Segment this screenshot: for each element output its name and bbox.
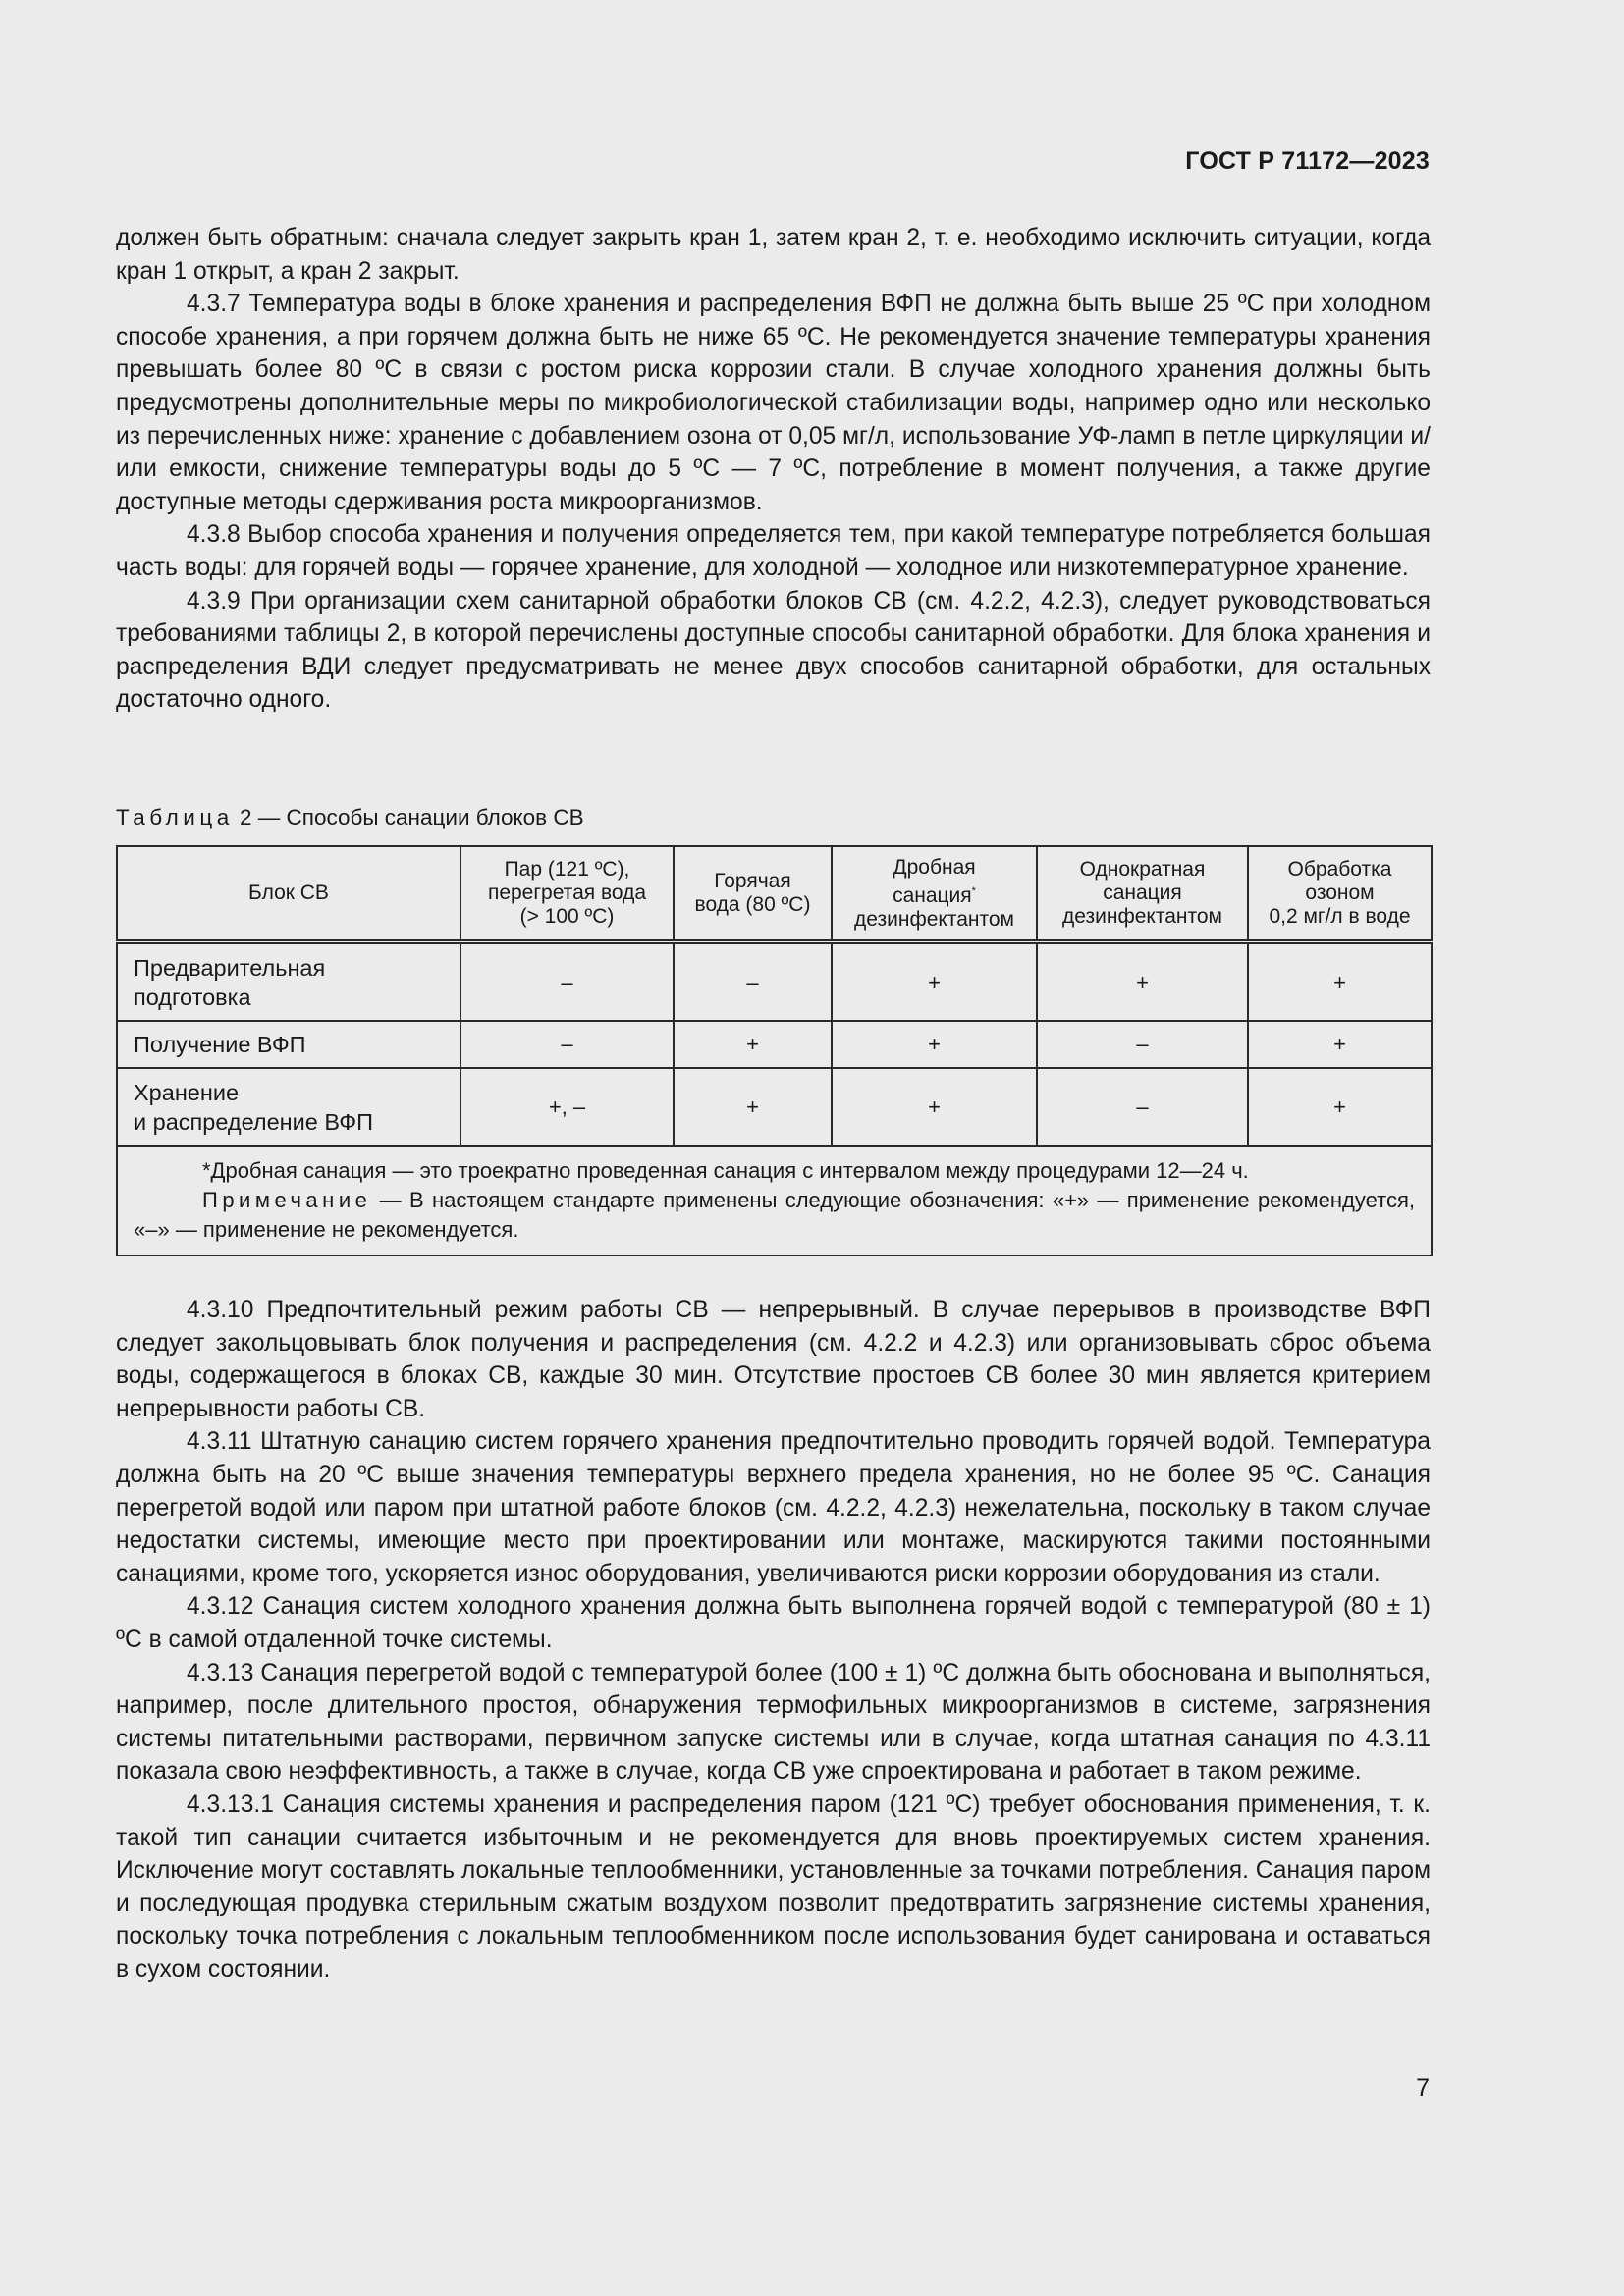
table-row — [117, 1021, 1432, 1068]
page-number: 7 — [1416, 2074, 1430, 2102]
table-caption — [116, 805, 584, 830]
paragraph: 4.3.9 При организации схем санитарной обработки блоков СВ (см. 4.2.2, 4.2.3), следует руководствоваться требованиями таблицы 2, в которой перечислены доступные способы санитарной обработки. Для блока хранения и распределения ВДИ следует предусматривать не менее двух способов санитарной обработки, для остальных достаточно одного. — [116, 587, 1431, 714]
paragraph: 4.3.8 Выбор способа хранения и получения определяется тем, при какой температуре потребляется большая часть воды: для горячей воды — горячее хранение, для холодной — холодное или низкотемпературное хранение. — [116, 521, 1431, 581]
header-block: Блок СВ — [117, 846, 460, 942]
table-cell: + — [1248, 942, 1432, 1022]
header-fractional: Дробная санация* дезинфектантом — [832, 846, 1037, 942]
paragraph: должен быть обратным: сначала следует закрыть кран 1, затем кран 2, т. е. необходимо исключить ситуации, когда кран 1 открыт, а кран 2 закрыт. — [116, 225, 1431, 285]
table-row — [117, 1068, 1432, 1146]
table-footnote: *Дробная санация — это троекратно проведенная санация с интервалом между процедурами 12—24 ч. — [202, 1158, 1249, 1183]
row-label: Предварительная подготовка — [117, 942, 460, 1022]
body-text-bottom — [116, 1294, 1431, 1986]
row-label: Хранение и распределение ВФП — [117, 1068, 460, 1146]
table-cell: – — [460, 1021, 674, 1068]
table-header-row — [117, 846, 1432, 942]
standard-header: ГОСТ Р 71172—2023 — [1185, 147, 1430, 175]
paragraph: 4.3.13.1 Санация системы хранения и распределения паром (121 ºС) требует обоснования применения, т. к. такой тип санации считается избыточным и не рекомендуется для вновь проектируемых систем хранения. Исключение могут составлять локальные теплообменники, установленные за точками потребления. Санация паром и последующая продувка стерильным сжатым воздухом позволит предотвратить загрязнение системы хранения, поскольку точка потребления с локальным теплообменником после использования будет санирована и оставаться в сухом состоянии. — [116, 1790, 1431, 1983]
paragraph: 4.3.13 Санация перегретой водой с температурой более (100 ± 1) ºС должна быть обоснована и выполняться, например, после длительного простоя, обнаружения термофильных микроорганизмов в системе, загрязнения системы питательными растворами, первичном запуске системы или в случае, когда штатная санация по 4.3.11 показала свою неэффективность, а также в случае, когда СВ уже спроектирована и работает в таком режиме. — [116, 1659, 1431, 1786]
paragraph: 4.3.7 Температура воды в блоке хранения и распределения ВФП не должна быть выше 25 ºС при холодном способе хранения, а при горячем должна быть не ниже 65 ºС. Не рекомендуется значение температуры хранения превышать более 80 ºС в связи с ростом риска коррозии стали. В случае холодного хранения должны быть предусмотрены дополнительные меры по микробиологической стабилизации воды, например одно или несколько из перечисленных ниже: хранение с добавлением озона от 0,05 мг/л, использование УФ-ламп в петле циркуляции и/или емкости, снижение температуры воды до 5 ºС — 7 ºС, потребление в момент получения, а также другие доступные методы сдерживания роста микроорганизмов. — [116, 291, 1431, 515]
table-notes — [117, 1146, 1432, 1255]
table-row — [117, 942, 1432, 1022]
table-cell: – — [674, 942, 832, 1022]
sanitation-table — [116, 845, 1433, 1256]
table-caption-title: 2 — Способы санации блоков СВ — [240, 805, 584, 829]
header-hot-water: Горячая вода (80 ºС) — [674, 846, 832, 942]
table-cell: + — [832, 1021, 1037, 1068]
table-cell: + — [1248, 1021, 1432, 1068]
table-cell: + — [674, 1068, 832, 1146]
paragraph: 4.3.12 Санация систем холодного хранения должна быть выполнена горячей водой с температурой (80 ± 1) ºС в самой отдаленной точке системы. — [116, 1593, 1431, 1653]
header-ozone: Обработка озоном 0,2 мг/л в воде — [1248, 846, 1432, 942]
row-label: Получение ВФП — [117, 1021, 460, 1068]
table-cell: – — [1037, 1021, 1248, 1068]
paragraph: 4.3.10 Предпочтительный режим работы СВ — непрерывный. В случае перерывов в производстве ВФП следует закольцовывать блок получения и распределения (см. 4.2.2 и 4.2.3) или организовывать сброс объема воды, содержащегося в блоках СВ, каждые 30 мин. Отсутствие простоев СВ более 30 мин является критерием непрерывности работы СВ. — [116, 1297, 1431, 1422]
table-notes-row — [117, 1146, 1432, 1255]
table-cell: + — [832, 942, 1037, 1022]
table-cell: + — [1037, 942, 1248, 1022]
paragraph: 4.3.11 Штатную санацию систем горячего хранения предпочтительно проводить горячей водой. Температура должна быть на 20 ºС выше значения температуры верхнего предела хранения, но не более 95 ºС. Санация перегретой водой или паром при штатной работе блоков (см. 4.2.2, 4.2.3) нежелательна, поскольку в таком случае недостатки системы, имеющие место при проектировании или монтаже, маскируются такими постоянными санациями, кроме того, ускоряется износ оборудования, увеличиваются риски коррозии оборудования из стали. — [116, 1428, 1431, 1587]
table-cell: – — [1037, 1068, 1248, 1146]
header-steam: Пар (121 ºС), перегретая вода (> 100 ºС) — [460, 846, 674, 942]
table-note: Примечание — В настоящем стандарте применены следующие обозначения: «+» — применение рекомендуется, «–» — применение не рекомендуется. — [134, 1188, 1415, 1242]
table-cell: – — [460, 942, 674, 1022]
table-cell: + — [832, 1068, 1037, 1146]
table-caption-word: Таблица — [116, 805, 234, 829]
table-cell: + — [1248, 1068, 1432, 1146]
body-text-top — [116, 222, 1431, 717]
table-cell: + — [674, 1021, 832, 1068]
header-single: Однократная санация дезинфектантом — [1037, 846, 1248, 942]
table-cell: +, – — [460, 1068, 674, 1146]
